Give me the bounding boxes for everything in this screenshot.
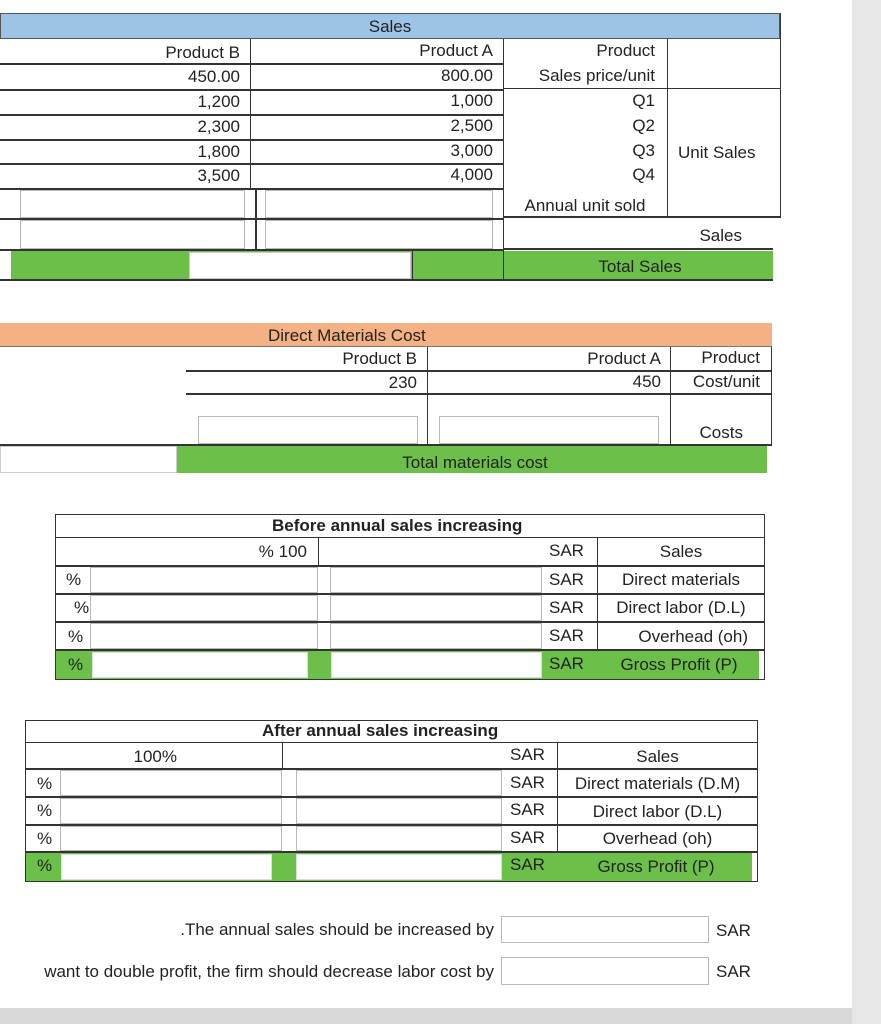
sales-title: Sales [368,17,412,36]
before-pct-3: % [68,627,84,646]
sales-price-a: 800.00 [441,66,493,85]
total-materials-input[interactable] [0,446,177,473]
before-dm-amount-input[interactable] [330,567,542,593]
after-dm-pct-input[interactable] [60,770,282,796]
sales-a-input[interactable] [265,220,493,249]
materials-costs-a-input[interactable] [439,416,659,444]
materials-cost-label: Cost/unit [692,372,760,391]
sales-q3-a: 3,000 [450,141,493,160]
materials-title: Direct Materials Cost [268,326,426,345]
after-sar-1: SAR [510,773,545,792]
before-oh-pct-input[interactable] [90,623,318,649]
before-pct-100: % 100 [258,542,307,561]
before-gp-amount-input[interactable] [331,652,542,678]
before-sar-1: SAR [549,570,584,589]
unit-sales-label: Unit Sales [678,143,756,162]
after-sar-4: SAR [510,855,545,874]
before-dm-pct-input[interactable] [90,567,318,593]
materials-col-label: Product [701,348,760,367]
sales-increase-currency: SAR [716,921,751,940]
after-oh-pct-input[interactable] [60,826,282,851]
before-oh-amount-input[interactable] [330,623,542,649]
after-sar-2: SAR [510,800,545,819]
materials-cost-b: 230 [388,373,417,392]
before-sar-4: SAR [549,654,584,673]
sales-col-label: Product [596,41,655,60]
after-pct-3: % [37,829,53,848]
sales-q1-b: 1,200 [197,92,240,111]
sales-q2-label: Q2 [632,116,655,135]
before-pct-4: % [68,655,84,674]
after-dl-pct-input[interactable] [60,798,282,824]
after-gp-pct-input[interactable] [61,854,272,880]
after-pct-1: % [37,774,53,793]
total-sales-b-input[interactable] [189,252,411,279]
annual-units-a-input[interactable] [265,190,493,218]
after-row-dm: Direct materials (D.M) [574,774,741,793]
after-sar-3: SAR [510,828,545,847]
sales-increase-answer-input[interactable] [501,916,709,943]
before-row-dm: Direct materials [621,570,741,589]
before-pct-1: % [66,570,82,589]
sales-q4-a: 4,000 [450,165,493,184]
annual-units-b-input[interactable] [20,190,245,218]
before-row-dl: Direct labor (D.L) [616,598,746,617]
labor-decrease-answer-input[interactable] [501,957,709,985]
after-dm-amount-input[interactable] [296,770,502,796]
sales-q4-label: Q4 [632,165,655,184]
sales-col-b: Product B [165,43,240,62]
sales-q3-b: 1,800 [197,142,240,161]
materials-col-b: Product B [342,349,417,368]
after-dl-amount-input[interactable] [296,798,502,824]
after-title: After annual sales increasing [262,721,499,740]
before-sar-0: SAR [549,541,584,560]
right-scroll-gutter [852,0,881,1024]
materials-cost-a: 450 [632,372,661,391]
sales-price-b: 450.00 [188,67,240,86]
before-row-oh: Overhead (oh) [638,627,748,646]
before-sar-3: SAR [549,626,584,645]
after-row-gp: Gross Profit (P) [597,857,715,876]
after-row-dl: Direct labor (D.L) [592,802,723,821]
before-row-sales: Sales [659,542,703,561]
after-pct-4: % [37,856,53,875]
after-row-sales: Sales [636,747,679,766]
before-gp-pct-input[interactable] [92,652,308,678]
annual-unit-sold-label: Annual unit sold [524,196,646,215]
sales-q1-a: 1,000 [450,91,493,110]
total-sales-label: Total Sales [598,257,682,276]
sales-q3-label: Q3 [632,141,655,160]
after-oh-amount-input[interactable] [296,826,502,851]
question-labor-decrease: want to double profit, the firm should decrease labor cost by [44,962,494,981]
before-row-gp: Gross Profit (P) [620,655,738,674]
sales-row-label: Sales [699,226,742,245]
sales-q1-label: Q1 [632,91,655,110]
sales-q4-b: 3,500 [197,166,240,185]
question-sales-increase: .The annual sales should be increased by [180,920,494,939]
materials-costs-label: Costs [699,423,743,442]
after-gp-amount-input[interactable] [296,854,502,880]
sales-q2-b: 2,300 [197,117,240,136]
after-pct-100: 100% [133,747,177,766]
before-pct-2: % [74,598,90,617]
sales-q2-a: 2,500 [450,116,493,135]
materials-costs-b-input[interactable] [198,416,418,444]
after-pct-2: % [37,801,53,820]
after-row-oh: Overhead (oh) [602,829,713,848]
materials-col-a: Product A [587,349,661,368]
sales-price-label: Sales price/unit [538,66,655,85]
before-title: Before annual sales increasing [272,516,523,535]
after-sar-0: SAR [510,745,545,764]
sales-col-a: Product A [419,41,493,60]
before-dl-amount-input[interactable] [330,595,542,621]
before-sar-2: SAR [549,598,584,617]
sales-b-input[interactable] [20,220,245,249]
total-materials-label: Total materials cost [402,453,548,472]
before-dl-pct-input[interactable] [90,595,318,621]
labor-decrease-currency: SAR [716,962,751,981]
